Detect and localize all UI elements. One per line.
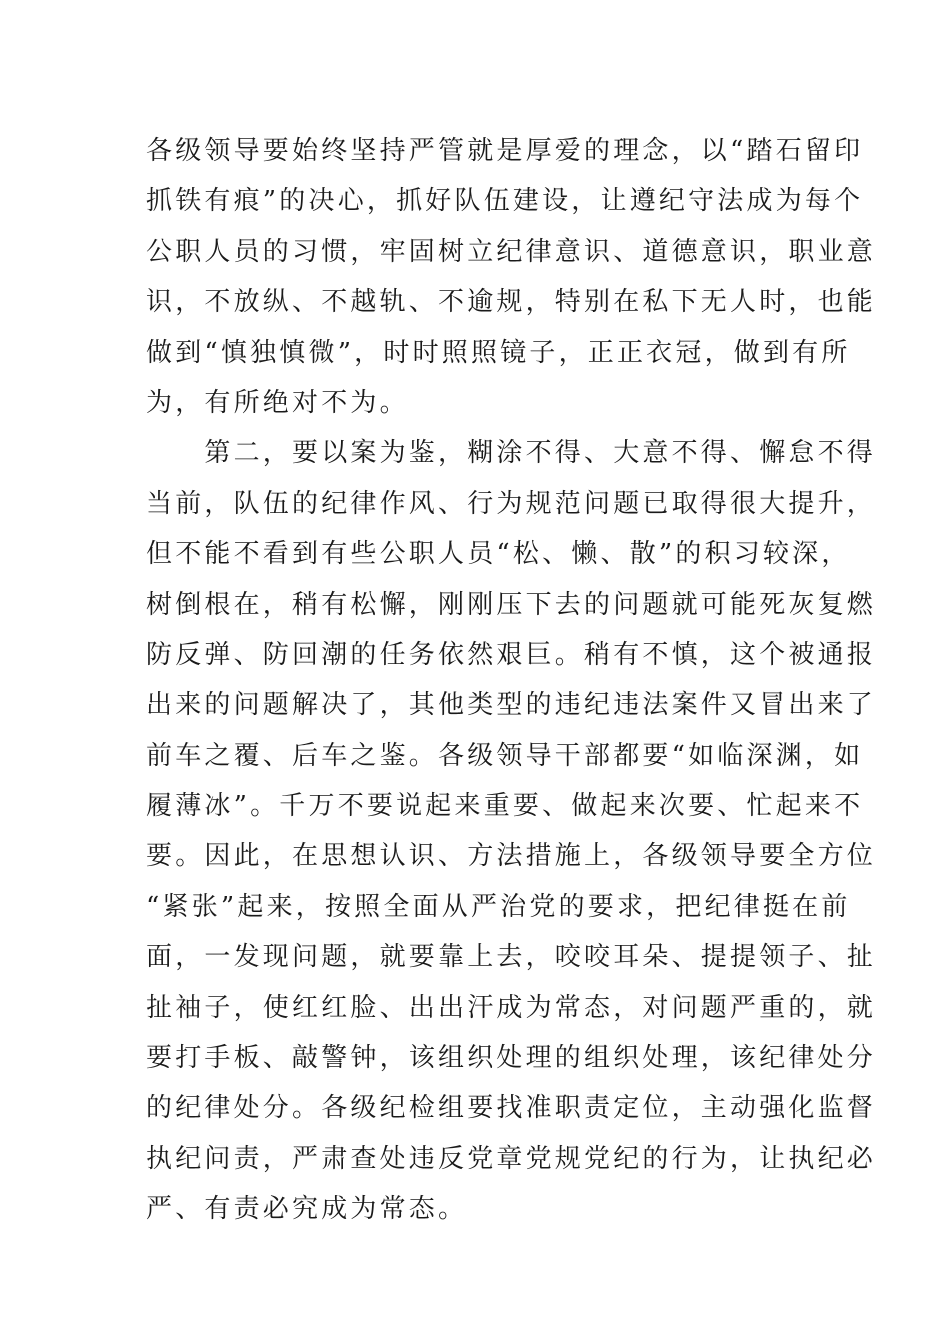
text-line: 树倒根在，稍有松懈，刚刚压下去的问题就可能死灰复燃: [146, 589, 877, 620]
text-line: “紧张”起来，按照全面从严治党的要求，把纪律挺在前: [146, 891, 851, 922]
text-line: 防反弹、防回潮的任务依然艰巨。稍有不慎，这个被通报: [146, 639, 877, 670]
text-line: 公职人员的习惯，牢固树立纪律意识、道德意识，职业意: [146, 236, 877, 267]
text-line: 扯袖子，使红红脸、出出汗成为常态，对问题严重的，就: [146, 992, 877, 1023]
text-line: 要打手板、敲警钟，该组织处理的组织处理，该纪律处分: [146, 1043, 877, 1074]
body-text: [146, 126, 877, 1235]
text-line: 当前，队伍的纪律作风、行为规范问题已取得很大提升，: [146, 488, 877, 519]
text-line: 前车之覆、后车之鉴。各级领导干部都要“如临深渊，如: [146, 740, 864, 771]
text-line: 但不能不看到有些公职人员“松、懒、散”的积习较深，: [146, 539, 851, 570]
text-line: 严、有责必究成为常态。: [146, 1194, 468, 1225]
text-line: 为，有所绝对不为。: [146, 387, 409, 418]
text-line: 各级领导要始终坚持严管就是厚爱的理念，以“踏石留印: [146, 136, 864, 166]
text-line: 面，一发现问题，就要靠上去，咬咬耳朵、提提领子、扯: [146, 942, 877, 973]
text-line: 第二，要以案为鉴，糊涂不得、大意不得、懈怠不得: [146, 438, 877, 469]
text-line: 做到“慎独慎微”，时时照照镜子，正正衣冠，做到有所: [146, 337, 851, 368]
text-line: 履薄冰”。千万不要说起来重要、做起来次要、忙起来不: [146, 791, 864, 822]
text-line: 的纪律处分。各级纪检组要找准职责定位，主动强化监督: [146, 1093, 877, 1124]
text-line: 执纪问责，严肃查处违反党章党规党纪的行为，让执纪必: [146, 1143, 877, 1174]
text-line: 要。因此，在思想认识、方法措施上，各级领导要全方位: [146, 841, 877, 872]
text-line: 抓铁有痕”的决心，抓好队伍建设，让遵纪守法成为每个: [146, 186, 864, 217]
text-line: 出来的问题解决了，其他类型的违纪违法案件又冒出来了: [146, 690, 877, 721]
text-line: 识，不放纵、不越轨、不逾规，特别在私下无人时，也能: [146, 287, 877, 318]
